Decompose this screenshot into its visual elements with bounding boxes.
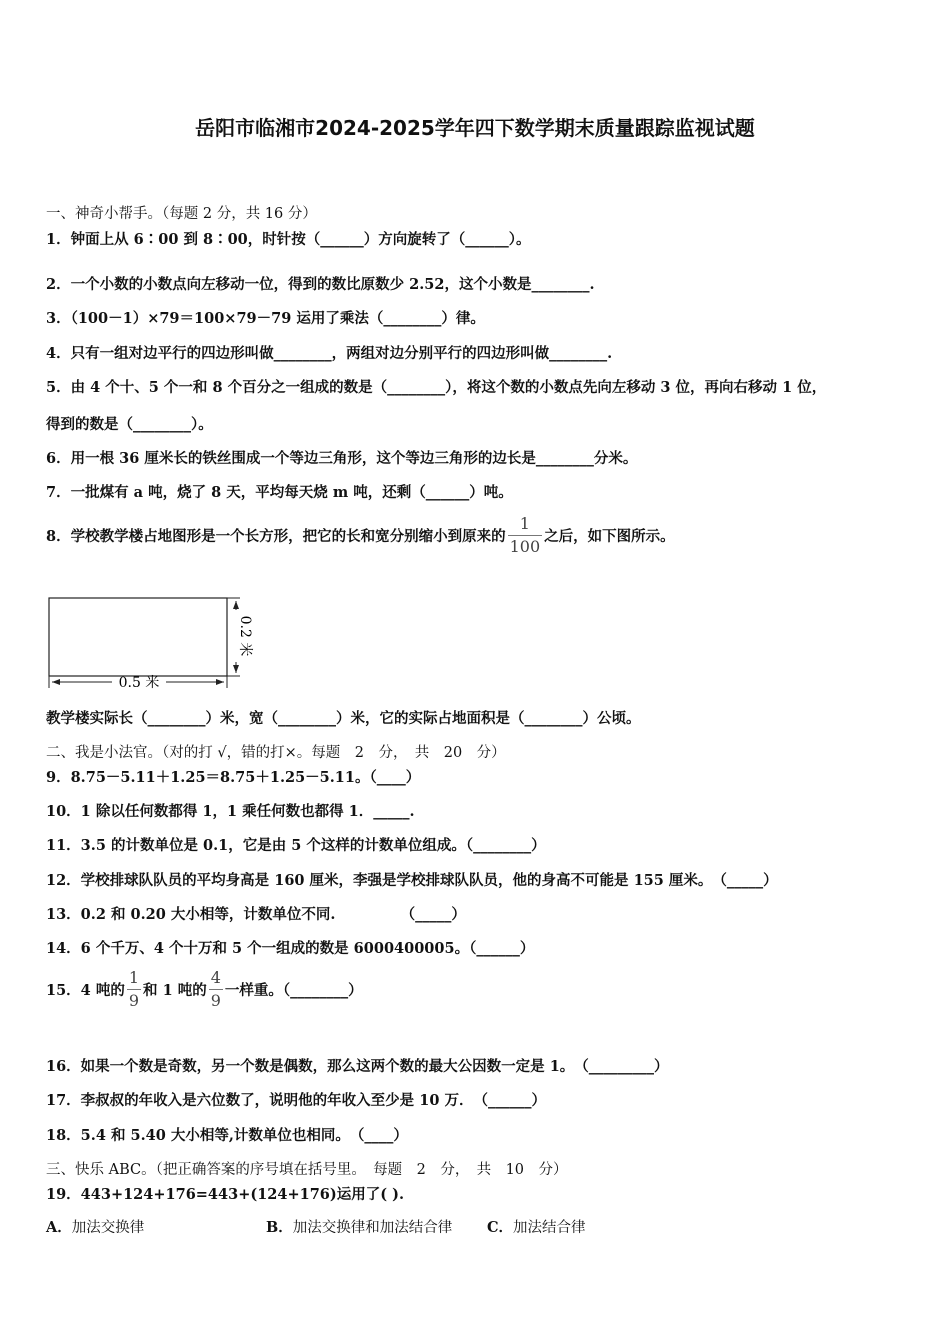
option-a [46, 1216, 144, 1237]
question-8-text-after: 之后，如下图所示。 [544, 528, 675, 545]
question-19: 19．443+124+176=443+(124+176)运用了( ). [46, 1186, 405, 1203]
option-b-text: 加法交换律和加法结合律 [292, 1220, 453, 1236]
question-6: 6．用一根 36 厘米长的铁丝围成一个等边三角形，这个等边三角形的边长是________分米。 [46, 450, 638, 467]
question-18: 18．5.4 和 5.40 大小相等,计数单位也相同。 （____） [46, 1127, 408, 1144]
option-c [487, 1216, 586, 1237]
question-9: 9．8.75－5.11＋1.25＝8.75＋1.25－5.11。（____） [46, 769, 421, 786]
question-3: 3．（100－1）×79＝100×79－79 运用了乘法（________）律。 [46, 310, 485, 327]
fraction-four-ninths [209, 970, 223, 1009]
fraction-one-ninth [127, 970, 141, 1009]
question-1: 1．钟面上从 6∶00 到 8∶00，时针按（______）方向旋转了（______）。 [46, 231, 531, 248]
option-b-letter: B． [266, 1219, 293, 1236]
question-5-line-1: 5．由 4 个十、5 个一和 8 个百分之一组成的数是（________），将这个数的小数点先向左移动 3 位，再向右移动 1 位， [46, 379, 827, 396]
question-10: 10．1 除以任何数都得 1，1 乘任何数也都得 1．_____. [46, 803, 415, 820]
height-label: 0.2 米 [237, 615, 253, 657]
question-13: 13．0.2 和 0.20 大小相等，计数单位不同. （_____） [46, 906, 466, 923]
option-a-letter: A． [46, 1219, 72, 1236]
question-15 [46, 970, 363, 1009]
fraction-denominator: 9 [128, 991, 140, 1010]
section-2-heading: 二、我是小法官。（对的打 √，错的打×。每题 2 分， 共 20 分） [46, 745, 506, 761]
question-7: 7．一批煤有 a 吨，烧了 8 天，平均每天烧 m 吨，还剩（______）吨。 [46, 484, 513, 501]
question-8 [46, 516, 675, 555]
question-8-answer: 教学楼实际长（________）米，宽（________）米，它的实际占地面积是（________）公顷。 [46, 710, 641, 727]
rectangle-shape [49, 598, 227, 676]
question-5-line-2: 得到的数是（________）。 [46, 416, 213, 433]
option-b [266, 1216, 452, 1237]
fraction-numerator: 1 [127, 970, 141, 990]
question-15-text-b: 和 1 吨的 [143, 982, 207, 999]
fraction-denominator: 9 [210, 991, 221, 1010]
question-2: 2．一个小数的小数点向左移动一位，得到的数比原数少 2.52，这个小数是________. [46, 276, 595, 293]
question-15-text-a: 15．4 吨的 [46, 982, 125, 999]
section-3-heading: 三、快乐 ABC。（把正确答案的序号填在括号里。 每题 2 分， 共 10 分） [46, 1162, 568, 1178]
width-label: 0.5 米 [118, 675, 160, 691]
rectangle-diagram [40, 590, 260, 692]
page-title: 岳阳市临湘市2024-2025学年四下数学期末质量跟踪监视试题 [195, 116, 755, 140]
question-15-text-c: 一样重。（________） [224, 982, 363, 999]
question-11: 11．3.5 的计数单位是 0.1，它是由 5 个这样的计数单位组成。（________） [46, 837, 546, 854]
fraction-numerator: 4 [209, 970, 223, 990]
option-a-text: 加法交换律 [71, 1220, 145, 1236]
option-c-text: 加法结合律 [513, 1220, 586, 1236]
fraction-one-hundredth [508, 516, 543, 555]
section-1-heading: 一、神奇小帮手。（每题 2 分，共 16 分） [46, 206, 317, 222]
question-8-text-before: 8．学校教学楼占地图形是一个长方形，把它的长和宽分别缩小到原来的 [46, 528, 506, 545]
fraction-denominator: 100 [509, 537, 541, 556]
question-17: 17．李叔叔的年收入是六位数了，说明他的年收入至少是 10 万． （______） [46, 1092, 546, 1109]
question-16: 16．如果一个数是奇数，另一个数是偶数，那么这两个数的最大公因数一定是 1。 （_________） [46, 1058, 669, 1075]
fraction-numerator: 1 [508, 516, 543, 536]
question-14: 14．6 个千万、4 个十万和 5 个一组成的数是 6000400005。（______） [46, 940, 535, 957]
question-4: 4．只有一组对边平行的四边形叫做________，两组对边分别平行的四边形叫做________. [46, 345, 613, 362]
question-12: 12．学校排球队队员的平均身高是 160 厘米，李强是学校排球队队员，他的身高不可能是 155 厘米。 （_____） [46, 872, 778, 889]
option-c-letter: C． [487, 1219, 514, 1236]
